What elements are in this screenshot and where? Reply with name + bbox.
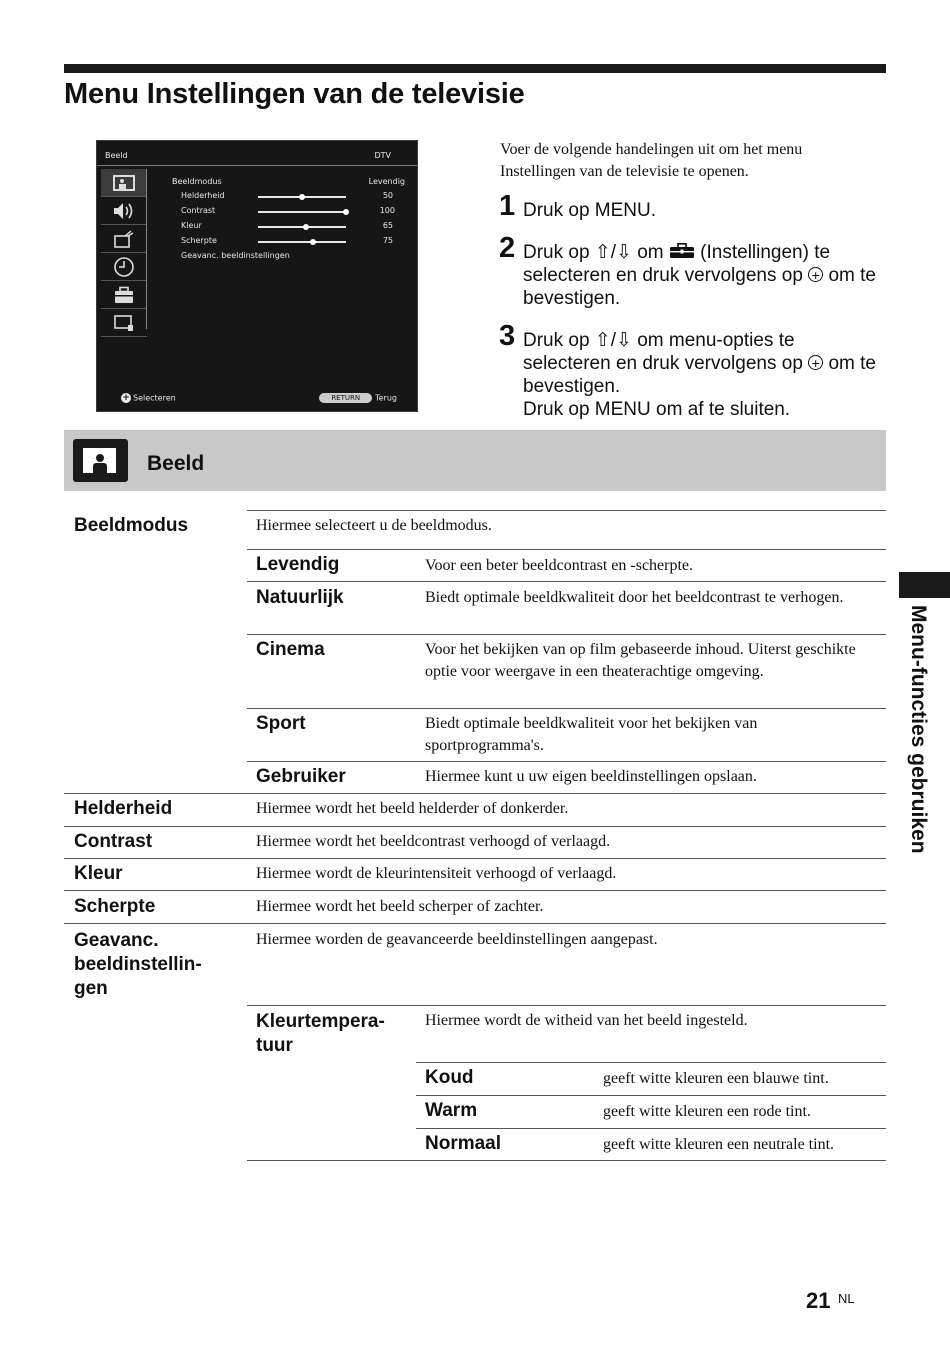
- step-text: Druk op MENU.: [523, 200, 657, 221]
- tv-item-label: Geavanc. beeldinstellingen: [181, 251, 290, 260]
- tv-item-value: Levendig: [368, 177, 405, 186]
- section-title: Beeld: [147, 452, 205, 475]
- table-rule: [64, 923, 886, 924]
- plus-icon: +: [122, 393, 130, 403]
- tv-menu-screen: [96, 140, 418, 412]
- tv-slider-knob: [310, 239, 316, 245]
- tv-item-value: 50: [382, 191, 393, 200]
- picture-icon: [101, 169, 147, 197]
- tv-slider: [258, 196, 346, 198]
- tv-item-label: Beeldmodus: [172, 177, 222, 186]
- table-rule: [416, 1095, 886, 1096]
- mode-description: Voor het bekijken van op film gebaseerde inhoud. Uiterst geschikte optie voor weergave in een theaterachtige omgeving.: [425, 641, 856, 680]
- tv-icon-column: [101, 169, 147, 337]
- timer-icon: [101, 253, 147, 281]
- step-text: Druk op ⇧/⇩ om (Instellingen) te selecteren en druk vervolgens op + om te bevestigen.: [523, 242, 876, 309]
- tv-item-value: 65: [382, 221, 393, 230]
- row-description: Hiermee selecteert u de beeldmodus.: [256, 517, 492, 534]
- mode-description: Hiermee kunt u uw eigen beeldinstellingen opslaan.: [425, 768, 757, 785]
- row-description: Hiermee worden de geavanceerde beeldinstellingen aangepast.: [256, 931, 658, 948]
- tv-item-label: Scherpte: [181, 236, 217, 245]
- tv-divider: [146, 169, 147, 329]
- subrow-label: Kleurtempera- tuur: [256, 1011, 385, 1056]
- row-description: Hiermee wordt het beeld helderder of donkerder.: [256, 800, 569, 817]
- tv-slider-knob: [303, 224, 309, 230]
- step-1: [499, 190, 879, 222]
- row-label: Beeldmodus: [74, 515, 189, 536]
- option-label: Warm: [425, 1100, 478, 1121]
- subrow-description: Hiermee wordt de witheid van het beeld ingesteld.: [425, 1012, 748, 1029]
- mode-label: Gebruiker: [256, 766, 346, 787]
- tv-slider-knob: [343, 209, 349, 215]
- tv-footer-select: + Selecteren: [122, 393, 176, 403]
- row-label: Kleur: [74, 863, 123, 884]
- step-text: Druk op ⇧/⇩ om menu-opties te selecteren en druk vervolgens op + om te bevestigen. Druk op MENU om af te sluiten.: [523, 330, 876, 420]
- table-rule: [247, 510, 886, 511]
- tv-slider: [258, 211, 346, 213]
- tv-footer-return: RETURN Terug: [319, 393, 397, 403]
- table-rule: [416, 1062, 886, 1063]
- return-button-graphic: RETURN: [319, 393, 372, 403]
- toolbox-icon: [669, 243, 695, 259]
- page-language: NL: [838, 1291, 855, 1306]
- option-description: geeft witte kleuren een rode tint.: [603, 1103, 811, 1120]
- channel-icon: [101, 225, 147, 253]
- mode-description: Voor een beter beeldcontrast en -scherpte.: [425, 557, 694, 574]
- table-rule: [247, 761, 886, 762]
- mode-label: Sport: [256, 713, 306, 734]
- table-rule: [64, 793, 886, 794]
- tv-item-value: 75: [382, 236, 393, 245]
- row-label: Scherpte: [74, 896, 156, 917]
- option-label: Normaal: [425, 1133, 502, 1154]
- mode-description: Biedt optimale beeldkwaliteit voor het bekijken van sportprogramma's.: [425, 715, 758, 754]
- table-rule: [64, 890, 886, 891]
- table-rule: [247, 549, 886, 550]
- enter-plus-icon: +: [808, 355, 823, 370]
- enter-plus-icon: +: [808, 267, 823, 282]
- toolbox-icon: [101, 281, 147, 309]
- page-number: 21: [806, 1288, 831, 1313]
- step-2: [499, 232, 879, 310]
- top-rule: [64, 64, 886, 73]
- table-rule: [247, 708, 886, 709]
- row-description: Hiermee wordt het beeld scherper of zachter.: [256, 898, 544, 915]
- side-tab-marker: [899, 572, 950, 598]
- tv-item-label: Helderheid: [181, 191, 225, 200]
- tv-header-source: DTV: [374, 151, 391, 160]
- option-description: geeft witte kleuren een blauwe tint.: [603, 1070, 829, 1087]
- row-label: Contrast: [74, 831, 153, 852]
- tv-item-value: 100: [379, 206, 395, 215]
- mode-label: Levendig: [256, 554, 340, 575]
- option-label: Koud: [425, 1067, 474, 1088]
- tv-slider-knob: [299, 194, 305, 200]
- tv-slider: [258, 241, 346, 243]
- table-rule: [64, 858, 886, 859]
- mode-label: Cinema: [256, 639, 325, 660]
- step-number: 1: [499, 190, 516, 222]
- table-rule: [247, 581, 886, 582]
- tv-item-label: Contrast: [181, 206, 216, 215]
- side-tab-label: Menu-functies gebruiken: [907, 605, 930, 854]
- sound-icon: [101, 197, 147, 225]
- step-number: 2: [499, 232, 516, 264]
- tv-header-title: Beeld: [105, 151, 128, 160]
- tv-header: [97, 141, 417, 166]
- tv-item-label: Kleur: [181, 221, 202, 230]
- section-header: [64, 430, 886, 491]
- mode-description: Biedt optimale beeldkwaliteit door het beeldcontrast te verhogen.: [425, 589, 844, 606]
- table-rule: [247, 1005, 886, 1006]
- intro-text: Voer de volgende handelingen uit om het menu Instellingen van de televisie te openen.: [500, 141, 803, 180]
- picture-settings-icon: [73, 439, 128, 482]
- row-description: Hiermee wordt het beeldcontrast verhoogd of verlaagd.: [256, 833, 611, 850]
- table-rule: [64, 826, 886, 827]
- table-rule: [247, 1160, 886, 1161]
- mode-label: Natuurlijk: [256, 587, 344, 608]
- row-description: Hiermee wordt de kleurintensiteit verhoogd of verlaagd.: [256, 865, 617, 882]
- external-input-icon: [101, 309, 147, 337]
- option-description: geeft witte kleuren een neutrale tint.: [603, 1136, 835, 1153]
- row-label: Geavanc. beeldinstellin- gen: [74, 930, 202, 999]
- step-number: 3: [499, 320, 516, 352]
- table-rule: [416, 1128, 886, 1129]
- table-rule: [247, 634, 886, 635]
- row-label: Helderheid: [74, 798, 173, 819]
- tv-slider: [258, 226, 346, 228]
- page-title: Menu Instellingen van de televisie: [64, 78, 525, 110]
- step-3: [499, 320, 879, 421]
